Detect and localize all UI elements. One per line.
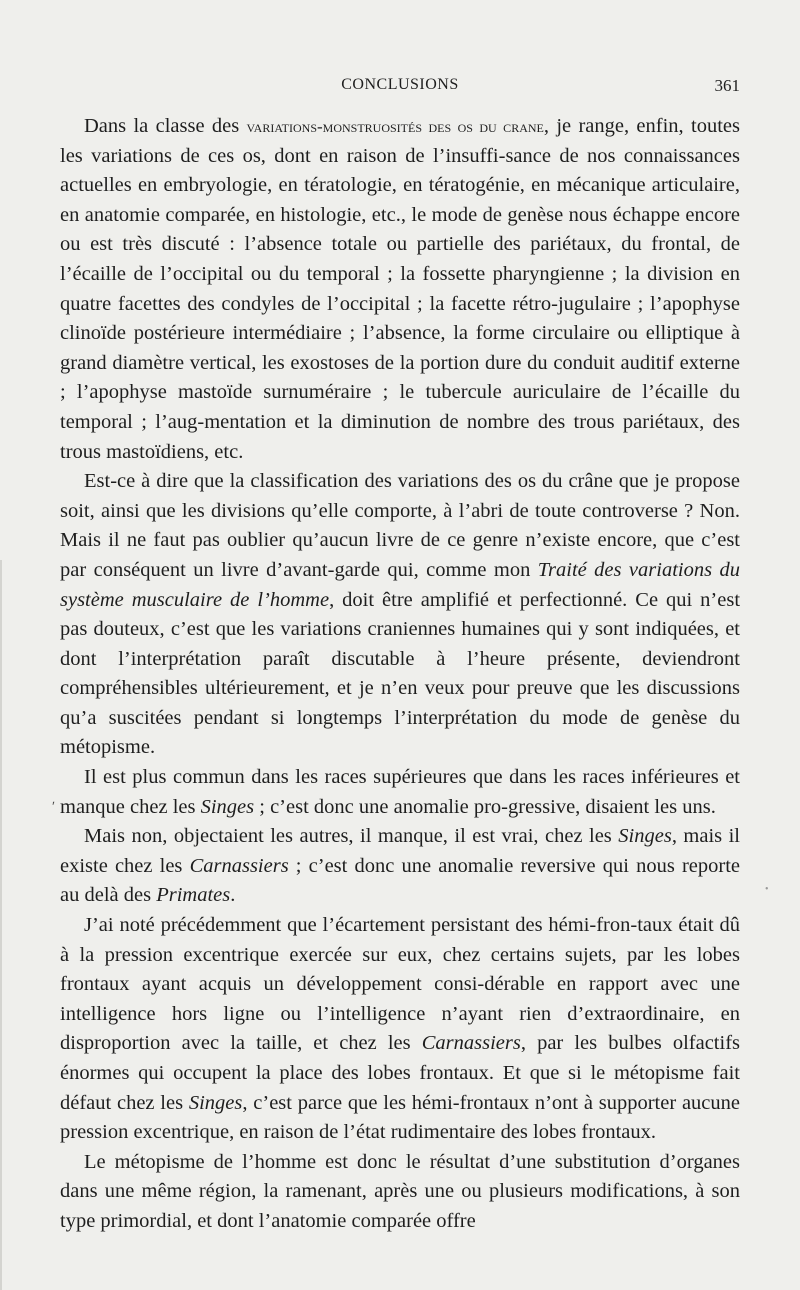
margin-tick-mark: ʹ xyxy=(52,800,56,815)
taxon-name: Singes xyxy=(188,1091,243,1114)
taxon-name: Carnassiers xyxy=(421,1032,521,1055)
page-number: 361 xyxy=(714,76,740,95)
taxon-name: Primates xyxy=(156,884,231,907)
taxon-name: Carnassiers xyxy=(189,854,289,877)
paragraph-4: Mais non, objectaient les autres, il manque, il est vrai, chez les Singes, mais il existe chez les Carnassiers ; c’est donc une anomalie reversive qui nous reporte au delà des Primates. xyxy=(60,825,741,907)
paragraph-3: Il est plus commun dans les races supérieures que dans les races inférieures et manque chez les Singes ; c’est donc une anomalie pro-gressive, disaient les uns. xyxy=(60,766,740,818)
book-title: Traité des variations du système musculaire de l’homme xyxy=(60,558,740,611)
running-head: CONCLUSIONS xyxy=(341,76,459,93)
paragraph-6: Le métopisme de l’homme est donc le résultat d’une substitution d’organes dans une même région, la ramenant, après une ou plusieurs modifications, à son type primordial, et dont l’anatomie comparée offre xyxy=(60,1150,740,1232)
margin-dot-mark: • xyxy=(765,884,769,895)
taxon-name: Singes xyxy=(618,825,672,848)
paragraph-2: Est-ce à dire que la classification des variations des os du crâne que je propose soit, ainsi que les divisions qu’elle comporte, à l’abri de toute controverse ? Non. Mais il ne faut pas oublier qu’aucun livre de ce genre n’existe encore, que c’est par conséquent un livre d’avant-garde qui, comme mon Traité des variations du système musculaire de l’homme, doit être amplifié et perfectionné. Ce qui n’est pas douteux, c’est que les variations craniennes humaines qui y sont indiquées, et dont l’interprétation paraît discutable à l’heure présente, deviendront compréhensibles ultérieurement, et je n’en veux pour preuve que les discussions qu’a suscitées pendant si longtemps l’interprétation du mode de genèse du métopisme. xyxy=(60,470,741,759)
paragraph-1: Dans la classe des variations-monstruosités des os du crane, je range, enfin, toutes les variations de ces os, dont en raison de l’insuffi-sance de nos connaissances actuelles en embryologie, en tératologie, en tératogénie, en mécanique articulaire, en anatomie comparée, en histologie, etc., le mode de genèse nous échappe encore ou est très discuté : l’absence totale ou partielle des pariétaux, du frontal, de l’écaille de l’occipital ou du temporal ; la fossette pharyngienne ; la division en quatre facettes des condyles de l’occipital ; la facette rétro-jugulaire ; l’apophyse clinoïde postérieure intermédiaire ; l’absence, la forme circulaire ou elliptique à grand diamètre vertical, les exostoses de la portion dure du conduit auditif externe ; l’apophyse mastoïde surnuméraire ; le tubercule auriculaire de l’écaille du temporal ; l’aug-mentation et la diminution de nombre des trous pariétaux, des trous mastoïdiens, etc. xyxy=(60,115,740,463)
page-header xyxy=(0,76,800,100)
body-text xyxy=(60,112,740,1237)
taxon-name: Singes xyxy=(200,795,255,818)
page-gutter-shadow xyxy=(0,560,12,1290)
paragraph-5: J’ai noté précédemment que l’écartement persistant des hémi-fron-taux était dû à la pression excentrique exercée sur eux, chez certains sujets, par les lobes frontaux ayant acquis un développement consi-dérable en rapport avec une intelligence hors ligne ou l’intelligence n’ayant rien d’extraordinaire, en disproportion avec la taille, et chez les Carnassiers, par les bulbes olfactifs énormes qui occupent la place des lobes frontaux. Et que si le métopisme fait défaut chez les Singes, c’est parce que les hémi-frontaux n’ont à supporter aucune pression excentrique, en raison de l’état rudimentaire des lobes frontaux. xyxy=(60,914,741,1144)
small-caps-term: variations-monstruosités des os du crane xyxy=(246,117,544,136)
